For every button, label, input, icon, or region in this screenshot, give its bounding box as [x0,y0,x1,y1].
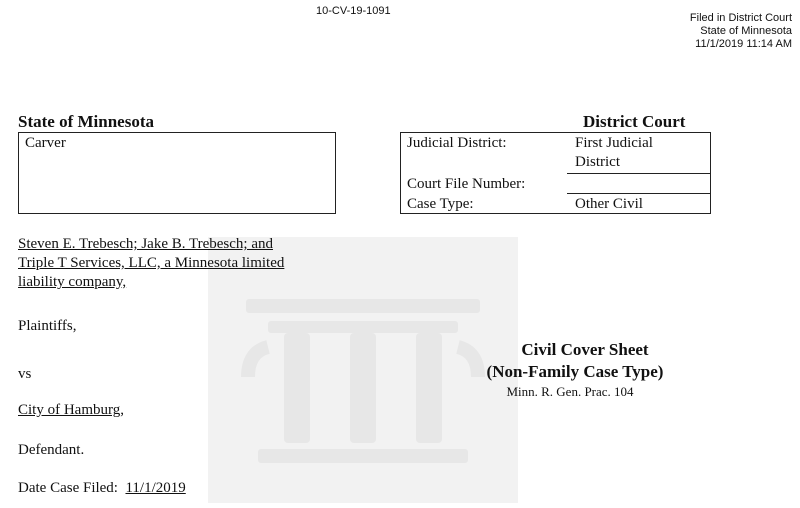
rule-citation: Minn. R. Gen. Prac. 104 [506,384,634,399]
versus-label: vs [18,366,32,382]
defendant-name: City of Hamburg, [18,402,124,418]
judicial-district-value: First Judicial [575,135,653,151]
document-title: Civil Cover Sheet [521,340,649,359]
case-number-stamp: 10-CV-19-1091 [316,5,391,17]
filed-stamp-line: Filed in District Court [689,12,792,24]
case-type-value: Other Civil [575,196,643,212]
plaintiff-names [18,235,284,292]
judicial-district-underline [567,173,711,174]
county-value: Carver [25,135,66,151]
document-subtitle: (Non-Family Case Type) [486,362,664,381]
filed-stamp-line: State of Minnesota [700,25,792,37]
plaintiff-names-line: Steven E. Trebesch; Jake B. Trebesch; and [18,236,273,252]
date-case-filed [18,480,186,497]
date-case-filed-value: 11/1/2019 [125,480,186,496]
date-case-filed-label: Date Case Filed: [18,480,118,496]
judicial-district-value-cont: District [575,154,620,170]
top-strip [0,0,800,4]
defendant-label: Defendant. [18,442,85,458]
court-file-number-underline [567,193,711,194]
plaintiff-names-line: Triple T Services, LLC, a Minnesota limited [18,255,285,271]
plaintiffs-label: Plaintiffs, [18,318,77,334]
plaintiff-names-line: liability company, [18,274,127,290]
filed-stamp-datetime: 11/1/2019 11:14 AM [695,38,792,50]
court-file-number-label: Court File Number: [407,176,526,192]
court-heading: District Court [583,112,686,131]
state-heading: State of Minnesota [18,112,154,131]
judicial-district-label: Judicial District: [407,135,507,151]
filed-stamp [690,12,792,51]
case-type-label: Case Type: [407,196,474,212]
